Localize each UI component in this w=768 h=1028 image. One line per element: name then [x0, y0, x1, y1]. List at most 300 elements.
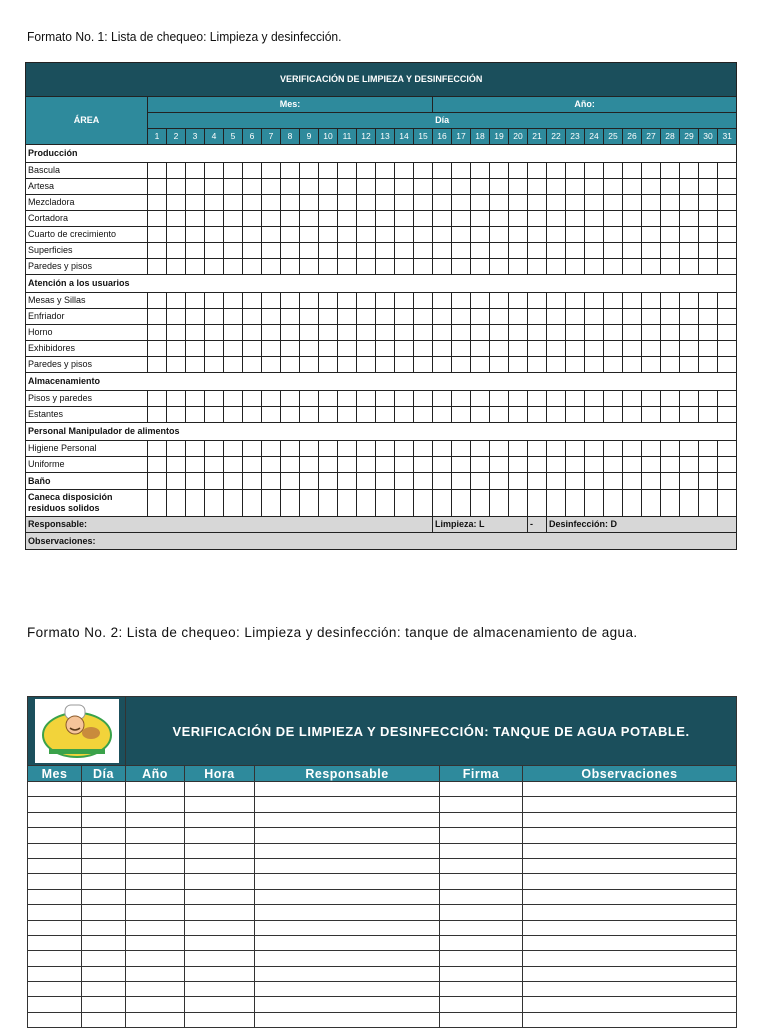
check-cell[interactable] — [167, 163, 186, 179]
check-cell[interactable] — [661, 211, 680, 227]
check-cell[interactable] — [471, 211, 490, 227]
check-cell[interactable] — [433, 243, 452, 259]
check-cell[interactable] — [642, 473, 661, 490]
check-cell[interactable] — [471, 325, 490, 341]
check-cell[interactable] — [718, 473, 737, 490]
check-cell[interactable] — [623, 457, 642, 473]
check-cell[interactable] — [490, 309, 509, 325]
check-cell[interactable] — [699, 211, 718, 227]
check-cell[interactable] — [471, 341, 490, 357]
check-cell[interactable] — [376, 341, 395, 357]
check-cell[interactable] — [623, 325, 642, 341]
check-cell[interactable] — [585, 243, 604, 259]
check-cell[interactable] — [718, 211, 737, 227]
check-cell[interactable] — [148, 457, 167, 473]
check-cell[interactable] — [300, 441, 319, 457]
check-cell[interactable] — [395, 357, 414, 373]
check-cell[interactable] — [585, 325, 604, 341]
entry-cell[interactable] — [440, 874, 523, 889]
check-cell[interactable] — [262, 341, 281, 357]
check-cell[interactable] — [300, 227, 319, 243]
entry-cell[interactable] — [255, 889, 440, 904]
check-cell[interactable] — [623, 259, 642, 275]
check-cell[interactable] — [566, 293, 585, 309]
check-cell[interactable] — [471, 163, 490, 179]
check-cell[interactable] — [395, 195, 414, 211]
check-cell[interactable] — [300, 457, 319, 473]
check-cell[interactable] — [661, 457, 680, 473]
check-cell[interactable] — [490, 473, 509, 490]
check-cell[interactable] — [300, 407, 319, 423]
entry-cell[interactable] — [185, 874, 255, 889]
check-cell[interactable] — [718, 243, 737, 259]
entry-cell[interactable] — [126, 982, 185, 997]
check-cell[interactable] — [471, 309, 490, 325]
check-cell[interactable] — [661, 357, 680, 373]
check-cell[interactable] — [357, 441, 376, 457]
check-cell[interactable] — [338, 309, 357, 325]
check-cell[interactable] — [680, 211, 699, 227]
entry-cell[interactable] — [82, 828, 126, 843]
entry-cell[interactable] — [440, 858, 523, 873]
entry-cell[interactable] — [185, 828, 255, 843]
check-cell[interactable] — [243, 259, 262, 275]
entry-cell[interactable] — [255, 782, 440, 797]
check-cell[interactable] — [547, 293, 566, 309]
check-cell[interactable] — [243, 357, 262, 373]
check-cell[interactable] — [186, 179, 205, 195]
check-cell[interactable] — [395, 243, 414, 259]
check-cell[interactable] — [680, 309, 699, 325]
check-cell[interactable] — [281, 163, 300, 179]
check-cell[interactable] — [243, 227, 262, 243]
check-cell[interactable] — [566, 227, 585, 243]
check-cell[interactable] — [148, 407, 167, 423]
check-cell[interactable] — [433, 407, 452, 423]
check-cell[interactable] — [205, 391, 224, 407]
check-cell[interactable] — [224, 407, 243, 423]
check-cell[interactable] — [338, 195, 357, 211]
check-cell[interactable] — [642, 441, 661, 457]
check-cell[interactable] — [604, 179, 623, 195]
check-cell[interactable] — [490, 179, 509, 195]
check-cell[interactable] — [262, 490, 281, 517]
check-cell[interactable] — [433, 490, 452, 517]
check-cell[interactable] — [661, 195, 680, 211]
check-cell[interactable] — [243, 309, 262, 325]
check-cell[interactable] — [224, 163, 243, 179]
entry-cell[interactable] — [523, 889, 737, 904]
check-cell[interactable] — [224, 293, 243, 309]
check-cell[interactable] — [566, 163, 585, 179]
check-cell[interactable] — [300, 163, 319, 179]
check-cell[interactable] — [642, 195, 661, 211]
check-cell[interactable] — [262, 293, 281, 309]
entry-cell[interactable] — [440, 1012, 523, 1027]
check-cell[interactable] — [490, 325, 509, 341]
check-cell[interactable] — [433, 227, 452, 243]
check-cell[interactable] — [338, 293, 357, 309]
check-cell[interactable] — [509, 341, 528, 357]
check-cell[interactable] — [148, 341, 167, 357]
check-cell[interactable] — [148, 163, 167, 179]
check-cell[interactable] — [623, 357, 642, 373]
entry-cell[interactable] — [28, 982, 82, 997]
check-cell[interactable] — [585, 473, 604, 490]
check-cell[interactable] — [490, 341, 509, 357]
check-cell[interactable] — [699, 391, 718, 407]
check-cell[interactable] — [604, 163, 623, 179]
check-cell[interactable] — [357, 227, 376, 243]
entry-cell[interactable] — [523, 951, 737, 966]
check-cell[interactable] — [718, 259, 737, 275]
entry-cell[interactable] — [185, 982, 255, 997]
check-cell[interactable] — [319, 243, 338, 259]
entry-cell[interactable] — [28, 797, 82, 812]
check-cell[interactable] — [224, 259, 243, 275]
check-cell[interactable] — [509, 325, 528, 341]
check-cell[interactable] — [490, 391, 509, 407]
check-cell[interactable] — [376, 441, 395, 457]
check-cell[interactable] — [300, 357, 319, 373]
check-cell[interactable] — [262, 441, 281, 457]
check-cell[interactable] — [433, 441, 452, 457]
check-cell[interactable] — [471, 227, 490, 243]
entry-cell[interactable] — [126, 997, 185, 1012]
check-cell[interactable] — [186, 391, 205, 407]
entry-cell[interactable] — [185, 951, 255, 966]
check-cell[interactable] — [167, 293, 186, 309]
entry-cell[interactable] — [440, 797, 523, 812]
check-cell[interactable] — [319, 163, 338, 179]
entry-cell[interactable] — [255, 1012, 440, 1027]
check-cell[interactable] — [243, 179, 262, 195]
check-cell[interactable] — [205, 293, 224, 309]
entry-cell[interactable] — [523, 812, 737, 827]
check-cell[interactable] — [243, 243, 262, 259]
check-cell[interactable] — [395, 309, 414, 325]
check-cell[interactable] — [338, 243, 357, 259]
entry-cell[interactable] — [440, 920, 523, 935]
check-cell[interactable] — [566, 325, 585, 341]
check-cell[interactable] — [509, 259, 528, 275]
check-cell[interactable] — [433, 309, 452, 325]
entry-cell[interactable] — [28, 997, 82, 1012]
check-cell[interactable] — [205, 227, 224, 243]
check-cell[interactable] — [224, 341, 243, 357]
check-cell[interactable] — [642, 227, 661, 243]
check-cell[interactable] — [186, 407, 205, 423]
check-cell[interactable] — [148, 243, 167, 259]
check-cell[interactable] — [585, 457, 604, 473]
check-cell[interactable] — [148, 211, 167, 227]
check-cell[interactable] — [224, 195, 243, 211]
check-cell[interactable] — [338, 357, 357, 373]
check-cell[interactable] — [604, 473, 623, 490]
check-cell[interactable] — [376, 309, 395, 325]
check-cell[interactable] — [376, 490, 395, 517]
check-cell[interactable] — [642, 179, 661, 195]
check-cell[interactable] — [167, 473, 186, 490]
check-cell[interactable] — [547, 227, 566, 243]
check-cell[interactable] — [547, 490, 566, 517]
check-cell[interactable] — [490, 457, 509, 473]
check-cell[interactable] — [699, 179, 718, 195]
check-cell[interactable] — [414, 490, 433, 517]
check-cell[interactable] — [604, 490, 623, 517]
check-cell[interactable] — [319, 407, 338, 423]
check-cell[interactable] — [566, 341, 585, 357]
check-cell[interactable] — [167, 325, 186, 341]
check-cell[interactable] — [338, 259, 357, 275]
entry-cell[interactable] — [440, 966, 523, 981]
check-cell[interactable] — [680, 195, 699, 211]
check-cell[interactable] — [585, 309, 604, 325]
check-cell[interactable] — [224, 391, 243, 407]
check-cell[interactable] — [699, 259, 718, 275]
check-cell[interactable] — [148, 391, 167, 407]
check-cell[interactable] — [148, 441, 167, 457]
check-cell[interactable] — [452, 211, 471, 227]
entry-cell[interactable] — [126, 874, 185, 889]
check-cell[interactable] — [224, 325, 243, 341]
check-cell[interactable] — [699, 407, 718, 423]
check-cell[interactable] — [623, 341, 642, 357]
check-cell[interactable] — [338, 391, 357, 407]
check-cell[interactable] — [414, 457, 433, 473]
check-cell[interactable] — [623, 473, 642, 490]
check-cell[interactable] — [471, 259, 490, 275]
check-cell[interactable] — [661, 243, 680, 259]
check-cell[interactable] — [376, 243, 395, 259]
check-cell[interactable] — [604, 259, 623, 275]
check-cell[interactable] — [205, 211, 224, 227]
check-cell[interactable] — [205, 325, 224, 341]
check-cell[interactable] — [262, 211, 281, 227]
entry-cell[interactable] — [185, 812, 255, 827]
check-cell[interactable] — [490, 163, 509, 179]
check-cell[interactable] — [604, 341, 623, 357]
check-cell[interactable] — [319, 293, 338, 309]
check-cell[interactable] — [718, 457, 737, 473]
entry-cell[interactable] — [255, 858, 440, 873]
check-cell[interactable] — [433, 325, 452, 341]
check-cell[interactable] — [680, 179, 699, 195]
entry-cell[interactable] — [126, 858, 185, 873]
check-cell[interactable] — [699, 227, 718, 243]
check-cell[interactable] — [566, 243, 585, 259]
check-cell[interactable] — [243, 407, 262, 423]
check-cell[interactable] — [661, 227, 680, 243]
check-cell[interactable] — [623, 195, 642, 211]
check-cell[interactable] — [262, 325, 281, 341]
check-cell[interactable] — [604, 357, 623, 373]
check-cell[interactable] — [357, 341, 376, 357]
check-cell[interactable] — [224, 179, 243, 195]
entry-cell[interactable] — [523, 982, 737, 997]
check-cell[interactable] — [414, 179, 433, 195]
check-cell[interactable] — [224, 309, 243, 325]
entry-cell[interactable] — [440, 997, 523, 1012]
check-cell[interactable] — [319, 179, 338, 195]
check-cell[interactable] — [148, 293, 167, 309]
entry-cell[interactable] — [28, 951, 82, 966]
check-cell[interactable] — [642, 341, 661, 357]
check-cell[interactable] — [224, 490, 243, 517]
check-cell[interactable] — [604, 457, 623, 473]
check-cell[interactable] — [661, 407, 680, 423]
check-cell[interactable] — [509, 391, 528, 407]
check-cell[interactable] — [433, 341, 452, 357]
check-cell[interactable] — [699, 357, 718, 373]
check-cell[interactable] — [623, 391, 642, 407]
check-cell[interactable] — [186, 309, 205, 325]
entry-cell[interactable] — [255, 997, 440, 1012]
entry-cell[interactable] — [185, 889, 255, 904]
check-cell[interactable] — [376, 195, 395, 211]
check-cell[interactable] — [148, 259, 167, 275]
check-cell[interactable] — [680, 490, 699, 517]
check-cell[interactable] — [509, 441, 528, 457]
entry-cell[interactable] — [28, 782, 82, 797]
check-cell[interactable] — [566, 259, 585, 275]
entry-cell[interactable] — [255, 812, 440, 827]
entry-cell[interactable] — [523, 843, 737, 858]
entry-cell[interactable] — [185, 920, 255, 935]
check-cell[interactable] — [490, 243, 509, 259]
check-cell[interactable] — [528, 259, 547, 275]
check-cell[interactable] — [338, 163, 357, 179]
check-cell[interactable] — [414, 227, 433, 243]
check-cell[interactable] — [186, 490, 205, 517]
check-cell[interactable] — [566, 407, 585, 423]
check-cell[interactable] — [623, 293, 642, 309]
entry-cell[interactable] — [440, 905, 523, 920]
entry-cell[interactable] — [82, 982, 126, 997]
check-cell[interactable] — [224, 227, 243, 243]
check-cell[interactable] — [319, 490, 338, 517]
check-cell[interactable] — [699, 441, 718, 457]
check-cell[interactable] — [433, 211, 452, 227]
check-cell[interactable] — [699, 457, 718, 473]
check-cell[interactable] — [642, 407, 661, 423]
entry-cell[interactable] — [82, 858, 126, 873]
entry-cell[interactable] — [28, 812, 82, 827]
check-cell[interactable] — [281, 325, 300, 341]
check-cell[interactable] — [547, 357, 566, 373]
check-cell[interactable] — [490, 211, 509, 227]
check-cell[interactable] — [452, 490, 471, 517]
check-cell[interactable] — [452, 243, 471, 259]
check-cell[interactable] — [300, 490, 319, 517]
check-cell[interactable] — [490, 259, 509, 275]
entry-cell[interactable] — [82, 966, 126, 981]
check-cell[interactable] — [300, 341, 319, 357]
entry-cell[interactable] — [185, 997, 255, 1012]
check-cell[interactable] — [718, 441, 737, 457]
check-cell[interactable] — [357, 293, 376, 309]
check-cell[interactable] — [167, 195, 186, 211]
check-cell[interactable] — [148, 309, 167, 325]
check-cell[interactable] — [699, 309, 718, 325]
check-cell[interactable] — [718, 341, 737, 357]
check-cell[interactable] — [376, 391, 395, 407]
check-cell[interactable] — [566, 195, 585, 211]
check-cell[interactable] — [395, 179, 414, 195]
check-cell[interactable] — [224, 441, 243, 457]
check-cell[interactable] — [585, 441, 604, 457]
entry-cell[interactable] — [82, 997, 126, 1012]
check-cell[interactable] — [395, 227, 414, 243]
check-cell[interactable] — [680, 407, 699, 423]
check-cell[interactable] — [224, 357, 243, 373]
entry-cell[interactable] — [440, 889, 523, 904]
check-cell[interactable] — [357, 195, 376, 211]
entry-cell[interactable] — [82, 874, 126, 889]
check-cell[interactable] — [490, 357, 509, 373]
entry-cell[interactable] — [126, 812, 185, 827]
check-cell[interactable] — [205, 441, 224, 457]
entry-cell[interactable] — [185, 1012, 255, 1027]
check-cell[interactable] — [414, 407, 433, 423]
check-cell[interactable] — [148, 490, 167, 517]
entry-cell[interactable] — [82, 951, 126, 966]
check-cell[interactable] — [528, 211, 547, 227]
check-cell[interactable] — [566, 357, 585, 373]
check-cell[interactable] — [205, 457, 224, 473]
check-cell[interactable] — [585, 407, 604, 423]
check-cell[interactable] — [357, 457, 376, 473]
check-cell[interactable] — [186, 293, 205, 309]
check-cell[interactable] — [281, 293, 300, 309]
check-cell[interactable] — [642, 357, 661, 373]
check-cell[interactable] — [604, 227, 623, 243]
check-cell[interactable] — [452, 309, 471, 325]
check-cell[interactable] — [186, 211, 205, 227]
check-cell[interactable] — [395, 457, 414, 473]
check-cell[interactable] — [338, 490, 357, 517]
check-cell[interactable] — [281, 211, 300, 227]
check-cell[interactable] — [338, 227, 357, 243]
check-cell[interactable] — [376, 357, 395, 373]
check-cell[interactable] — [604, 407, 623, 423]
entry-cell[interactable] — [28, 935, 82, 950]
entry-cell[interactable] — [126, 843, 185, 858]
check-cell[interactable] — [205, 407, 224, 423]
check-cell[interactable] — [281, 195, 300, 211]
check-cell[interactable] — [319, 391, 338, 407]
check-cell[interactable] — [414, 473, 433, 490]
check-cell[interactable] — [319, 195, 338, 211]
check-cell[interactable] — [376, 179, 395, 195]
check-cell[interactable] — [433, 473, 452, 490]
check-cell[interactable] — [452, 341, 471, 357]
entry-cell[interactable] — [255, 843, 440, 858]
entry-cell[interactable] — [28, 920, 82, 935]
check-cell[interactable] — [414, 325, 433, 341]
check-cell[interactable] — [471, 441, 490, 457]
entry-cell[interactable] — [82, 889, 126, 904]
check-cell[interactable] — [414, 391, 433, 407]
check-cell[interactable] — [661, 391, 680, 407]
check-cell[interactable] — [338, 211, 357, 227]
check-cell[interactable] — [167, 341, 186, 357]
check-cell[interactable] — [338, 473, 357, 490]
entry-cell[interactable] — [523, 966, 737, 981]
check-cell[interactable] — [167, 227, 186, 243]
check-cell[interactable] — [262, 227, 281, 243]
check-cell[interactable] — [699, 341, 718, 357]
